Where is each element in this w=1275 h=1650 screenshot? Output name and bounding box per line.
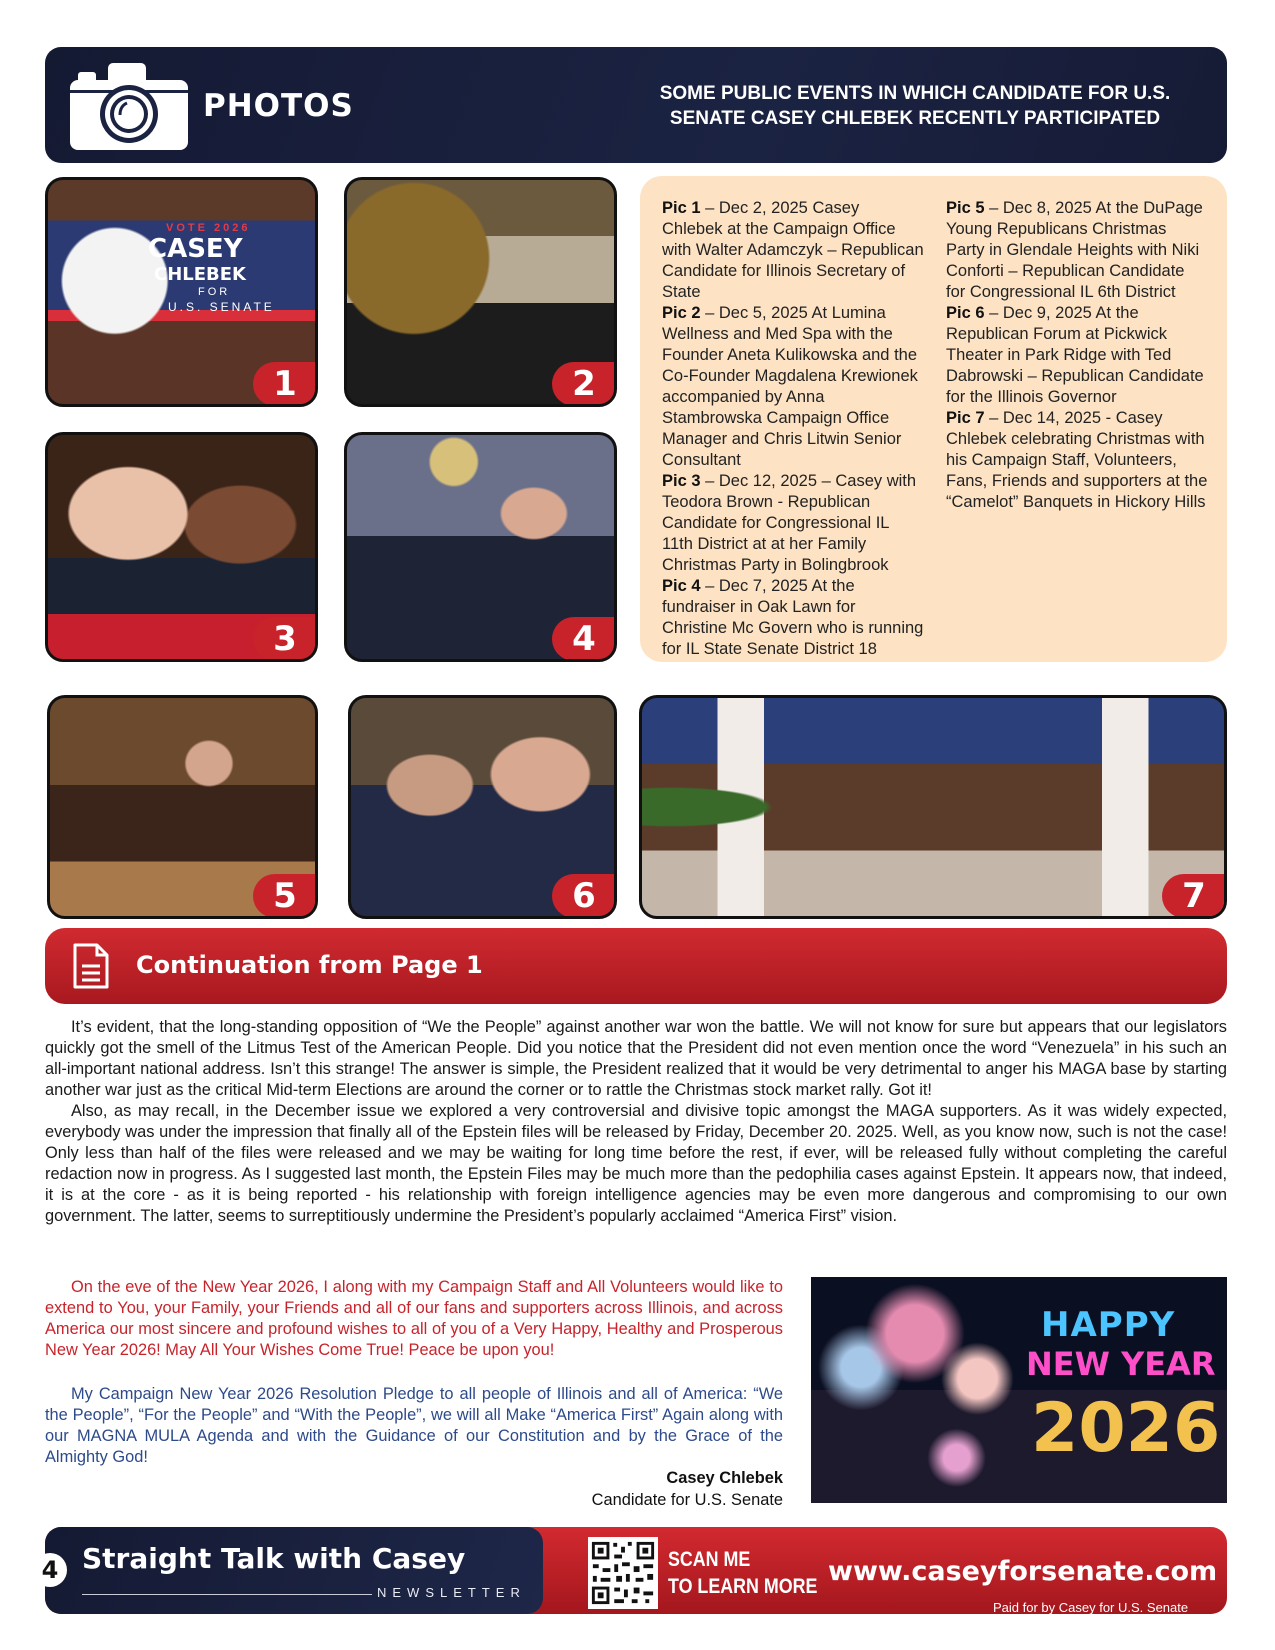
photo-2 (344, 177, 617, 407)
signature-title: Candidate for U.S. Senate (591, 1491, 783, 1509)
caption-pic-6 (946, 303, 1208, 408)
photo-number-badge: 2 (552, 362, 616, 406)
new-year-greeting (45, 1277, 783, 1361)
caption-pic-1 (662, 198, 924, 303)
new-year-2026: 2026 (1031, 1389, 1221, 1468)
new-year-image (811, 1277, 1227, 1503)
signature-name: Casey Chlebek (666, 1469, 783, 1487)
caption-pic-3 (662, 471, 924, 576)
caption-text: – Dec 2, 2025 Casey Chlebek at the Campaign Office with Walter Adamczyk – Republican Candidate for Illinois Secretary of State (662, 199, 924, 301)
photo-3 (45, 432, 318, 662)
captions-column-left (662, 198, 924, 660)
caption-pic-2 (662, 303, 924, 471)
newsletter-title: Straight Talk with Casey (82, 1542, 466, 1575)
caption-text: – Dec 9, 2025 At the Republican Forum at Pickwick Theater in Park Ridge with Ted Dabrowski – Republican Candidate for the Illinois Governor (946, 304, 1204, 406)
page-number: 4 (33, 1553, 67, 1587)
scan-line-2: TO LEARN MORE (668, 1575, 818, 1598)
photo-number-badge: 3 (253, 617, 317, 661)
article-body (45, 1017, 1227, 1227)
photo-number-badge: 5 (253, 874, 317, 918)
photo-number-badge: 4 (552, 617, 616, 661)
banner-casey: CASEY (148, 234, 243, 264)
banner-vote: VOTE 2026 (166, 222, 251, 234)
captions-column-right (946, 198, 1208, 513)
section-title: PHOTOS (203, 88, 354, 124)
website-link[interactable]: www.caseyforsenate.com (828, 1556, 1218, 1587)
section-subtitle: SOME PUBLIC EVENTS IN WHICH CANDIDATE FOR U.S. SENATE CASEY CHLEBEK RECENTLY PARTICIPATED (659, 83, 1171, 129)
caption-label: Pic 6 (946, 304, 985, 322)
caption-label: Pic 3 (662, 472, 701, 490)
continuation-title: Continuation from Page 1 (136, 951, 483, 979)
caption-pic-5 (946, 198, 1208, 303)
caption-text: – Dec 12, 2025 – Casey with Teodora Brown - Republican Candidate for Congressional IL 11th District at at her Family Christmas Party in Bolingbrook (662, 472, 917, 574)
caption-pic-4 (662, 576, 924, 660)
camera-icon (70, 60, 188, 150)
photo-number-badge: 6 (552, 874, 616, 918)
new-year-happy: HAPPY (1041, 1305, 1176, 1345)
banner-chlebek: CHLEBEK (154, 264, 247, 285)
caption-label: Pic 7 (946, 409, 985, 427)
caption-label: Pic 2 (662, 304, 701, 322)
caption-label: Pic 1 (662, 199, 701, 217)
caption-text: – Dec 7, 2025 At the fundraiser in Oak Lawn for Christine Mc Govern who is running for IL State Senate District 18 (662, 577, 924, 658)
new-year-text: NEW YEAR (1026, 1345, 1216, 1383)
scan-line-1: SCAN ME (668, 1548, 751, 1571)
article-paragraph: It’s evident, that the long-standing opposition of “We the People” against another war won the battle. We will not know for sure but appears that our legislators quickly got the smell of the Litmus Test of the American People. Did you notice that the President did not even mention once the word “Venezuela” in his such an all-important national address. Isn’t this strange! The answer is simple, the President realized that it would be very detrimental to anger his MAGA base by starting another war just as the critical Mid-term Elections are around the corner or to rattle the Christmas stock market rally. Got it! (45, 1018, 1227, 1099)
photo-1 (45, 177, 318, 407)
newsletter-divider (82, 1594, 372, 1595)
resolution-pledge (45, 1384, 783, 1468)
article-paragraph: Also, as may recall, in the December issue we explored a very controversial and divisive topic amongst the MAGA supporters. As it was widely expected, everybody was under the impression that finally all of the Epstein files will be released by Friday, December 20. 2025. Well, as you know now, such is not the case! Only less than half of the files were released and we may be waiting for long time before the rest, if ever, will be released fully without completing the careful redaction now in progress. As I suggested last month, the Epstein Files may be much more than the pedophilia cases against Epstein. It appears now, that indeed, it is at the core - as it is being reported - his relationship with foreign intelligence agencies may be even more dangerous and compromising to our own government. The latter, seems to surreptitiously undermine the President’s popularly acclaimed “America First” vision. (45, 1102, 1227, 1225)
scan-me-text (668, 1546, 817, 1600)
caption-text: – Dec 8, 2025 At the DuPage Young Republicans Christmas Party in Glendale Heights with Niki Conforti – Republican Candidate for Congressional IL 6th District (946, 199, 1203, 301)
photo-7 (639, 695, 1227, 919)
caption-text: – Dec 5, 2025 At Lumina Wellness and Med Spa with the Founder Aneta Kulikowska and the Co-Founder Magdalena Krewionek accompanied by Anna Stambrowska Campaign Office Manager and Chris Litwin Senior Consultant (662, 304, 918, 469)
caption-text: – Dec 14, 2025 - Casey Chlebek celebrating Christmas with his Campaign Staff, Volunteers, Fans, Friends and supporters at the “Camelot” Banquets in Hickory Hills (946, 409, 1208, 511)
photo-number-badge: 7 (1162, 874, 1226, 918)
pledge-text: My Campaign New Year 2026 Resolution Pledge to all people of Illinois and all of America: “We the People”, “For the People” and “With the People”, we will all Make “America First” Again along with our MAGNA MULA Agenda and with the Guidance of our Constitution and by the Grace of the Almighty God! (45, 1385, 783, 1466)
newsletter-subtitle: NEWSLETTER (377, 1585, 526, 1600)
banner-for: FOR (198, 286, 231, 298)
photo-4 (344, 432, 617, 662)
caption-label: Pic 5 (946, 199, 985, 217)
photo-6 (348, 695, 617, 919)
caption-pic-7 (946, 408, 1208, 513)
caption-label: Pic 4 (662, 577, 701, 595)
photo-number-badge: 1 (253, 362, 317, 406)
paid-for-disclaimer: Paid for by Casey for U.S. Senate (993, 1600, 1189, 1615)
banner-senate: U.S. SENATE (168, 300, 275, 314)
photo-5 (47, 695, 318, 919)
greeting-text: On the eve of the New Year 2026, I along with my Campaign Staff and All Volunteers would like to extend to You, your Family, your Friends and all of our fans and supporters across Illinois, and across America our most sincere and profound wishes to all of you of a Very Happy, Healthy and Prosperous New Year 2026! May All Your Wishes Come True! Peace be upon you! (45, 1278, 783, 1359)
qr-code-icon[interactable] (588, 1537, 658, 1609)
document-icon (72, 942, 110, 990)
